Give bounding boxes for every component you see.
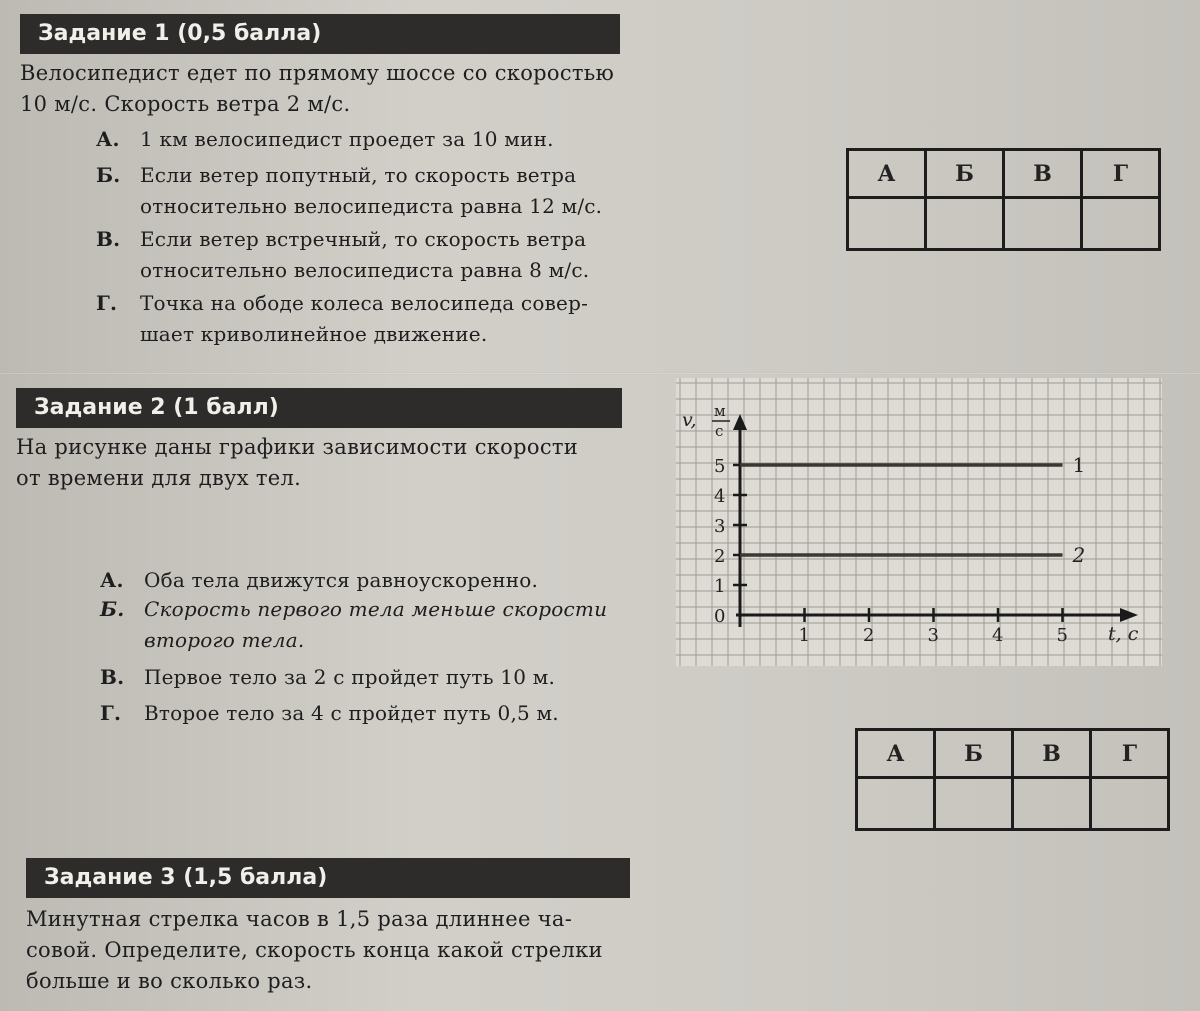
task1-answer-table — [846, 148, 1161, 251]
option-letter: Б. — [100, 597, 125, 621]
answer-cell-a[interactable] — [857, 778, 935, 830]
answer-header-a: А — [857, 730, 935, 778]
y-axis-label-unit-den: с — [715, 422, 724, 440]
option-text: Если ветер попутный, то скорость ветра — [140, 163, 577, 187]
answer-header-a: А — [848, 150, 926, 198]
answer-cell-b[interactable] — [935, 778, 1013, 830]
x-tick-label: 3 — [927, 625, 939, 646]
option-text: Если ветер встречный, то скорость ветра — [140, 227, 587, 251]
velocity-time-graph — [676, 378, 1162, 666]
task1-option-v — [96, 224, 656, 286]
answer-cell-g[interactable] — [1082, 198, 1160, 250]
answer-cell-v[interactable] — [1004, 198, 1082, 250]
answer-cell-b[interactable] — [926, 198, 1004, 250]
task3-text-line-3: больше и во сколько раз. — [26, 969, 313, 993]
option-text: 1 км велосипедист проедет за 10 мин. — [140, 127, 554, 151]
x-tick-label: 2 — [863, 625, 875, 646]
option-text: Скорость первого тела меньше скорости — [144, 597, 608, 621]
option-letter: Б. — [96, 163, 121, 187]
answer-header-g: Г — [1082, 150, 1160, 198]
task3-header: Задание 3 (1,5 балла) — [26, 858, 630, 898]
answer-header-g: Г — [1091, 730, 1169, 778]
task2-option-a — [100, 565, 660, 596]
option-letter: В. — [96, 227, 121, 251]
task2-option-v — [100, 662, 660, 693]
answer-cell-a[interactable] — [848, 198, 926, 250]
task1-text-line-2: 10 м/с. Скорость ветра 2 м/с. — [20, 92, 351, 116]
option-text: шает криволинейное движение. — [140, 322, 488, 346]
task2-answer-table — [855, 728, 1170, 831]
option-text: Второе тело за 4 с пройдет путь 0,5 м. — [144, 701, 559, 725]
task1-option-a — [96, 124, 656, 155]
answer-header-v: В — [1004, 150, 1082, 198]
task1-header: Задание 1 (0,5 балла) — [20, 14, 620, 54]
task3-text-line-1: Минутная стрелка часов в 1,5 раза длиннее ча- — [26, 907, 573, 931]
x-tick-label: 1 — [798, 625, 810, 646]
y-tick-label: 0 — [714, 606, 726, 627]
option-letter: В. — [100, 665, 125, 689]
y-tick-label: 3 — [714, 516, 726, 537]
task2-option-b — [100, 594, 660, 656]
task1-option-b — [96, 160, 656, 222]
answer-header-b: Б — [926, 150, 1004, 198]
task1-text-line-1: Велосипедист едет по прямому шоссе со скоростью — [20, 61, 615, 85]
series-1-label: 1 — [1072, 453, 1086, 477]
task1-option-g — [96, 288, 656, 350]
x-tick-label: 4 — [992, 625, 1004, 646]
option-text: Точка на ободе колеса велосипеда совер- — [140, 291, 589, 315]
x-tick-label: 5 — [1056, 625, 1068, 646]
task2-option-g — [100, 698, 660, 729]
series-2-label: 2 — [1072, 543, 1086, 567]
task3-text-line-2: совой. Определите, скорость конца какой стрелки — [26, 938, 603, 962]
option-letter: А. — [96, 127, 120, 151]
y-tick-label: 2 — [714, 546, 726, 567]
task2-text-line-2: от времени для двух тел. — [16, 466, 302, 490]
option-letter: Г. — [100, 701, 122, 725]
option-text: второго тела. — [144, 628, 305, 652]
option-letter: А. — [100, 568, 124, 592]
option-text: Первое тело за 2 с пройдет путь 10 м. — [144, 665, 556, 689]
answer-cell-g[interactable] — [1091, 778, 1169, 830]
x-axis-label: t, c — [1108, 623, 1139, 645]
option-text: относительно велосипедиста равна 12 м/с. — [140, 194, 603, 218]
paper-fold — [0, 372, 1200, 375]
option-text: Оба тела движутся равноускоренно. — [144, 568, 539, 592]
y-axis-label-unit-num: м — [714, 402, 726, 420]
answer-header-b: Б — [935, 730, 1013, 778]
task2-text-line-1: На рисунке даны графики зависимости скорости — [16, 435, 579, 459]
option-text: относительно велосипедиста равна 8 м/с. — [140, 258, 590, 282]
answer-header-v: В — [1013, 730, 1091, 778]
y-axis-label-var: v, — [682, 409, 697, 431]
y-tick-label: 5 — [714, 456, 726, 477]
task2-header: Задание 2 (1 балл) — [16, 388, 622, 428]
y-tick-label: 4 — [714, 486, 726, 507]
answer-cell-v[interactable] — [1013, 778, 1091, 830]
option-letter: Г. — [96, 291, 118, 315]
y-tick-label: 1 — [714, 576, 726, 597]
